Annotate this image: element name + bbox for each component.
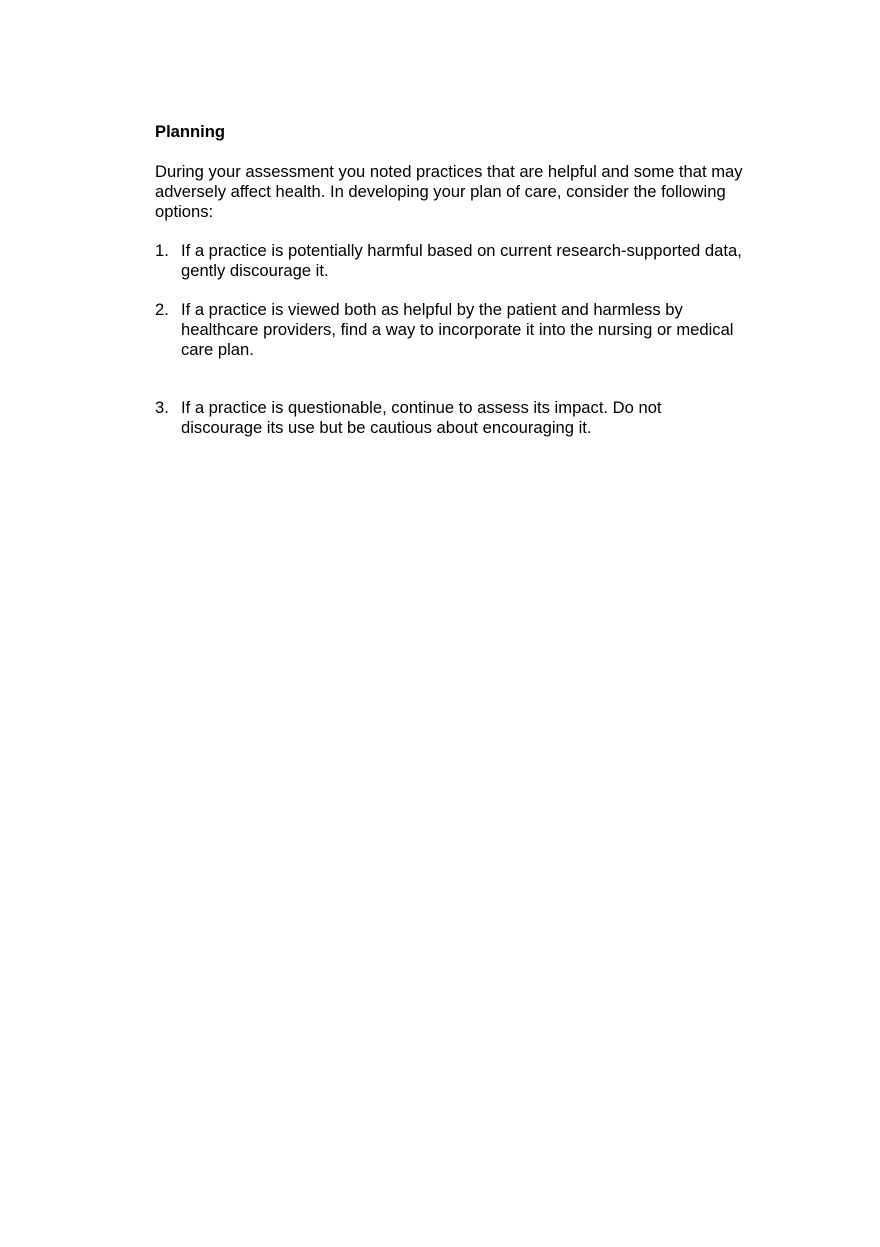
intro-paragraph: During your assessment you noted practices that are helpful and some that may adversely affect health. In developing your plan of care, consider the following options: [155,162,743,221]
list-item-text: If a practice is viewed both as helpful by the patient and harmless by healthcare providers, find a way to incorporate it into the nursing or medical care plan. [181,300,734,359]
section-heading: Planning [155,122,226,141]
document-body [155,122,745,438]
list-item [155,241,745,281]
list-item [155,398,745,438]
list-item-text: If a practice is potentially harmful based on current research-supported data, gently discourage it. [181,241,742,280]
list-item-number: 2. [155,300,169,319]
list-item-number: 3. [155,398,169,417]
list-item-text: If a practice is questionable, continue to assess its impact. Do not discourage its use but be cautious about encouraging it. [181,398,662,437]
list-item-number: 1. [155,241,169,260]
options-list [155,241,745,438]
list-item [155,300,745,360]
